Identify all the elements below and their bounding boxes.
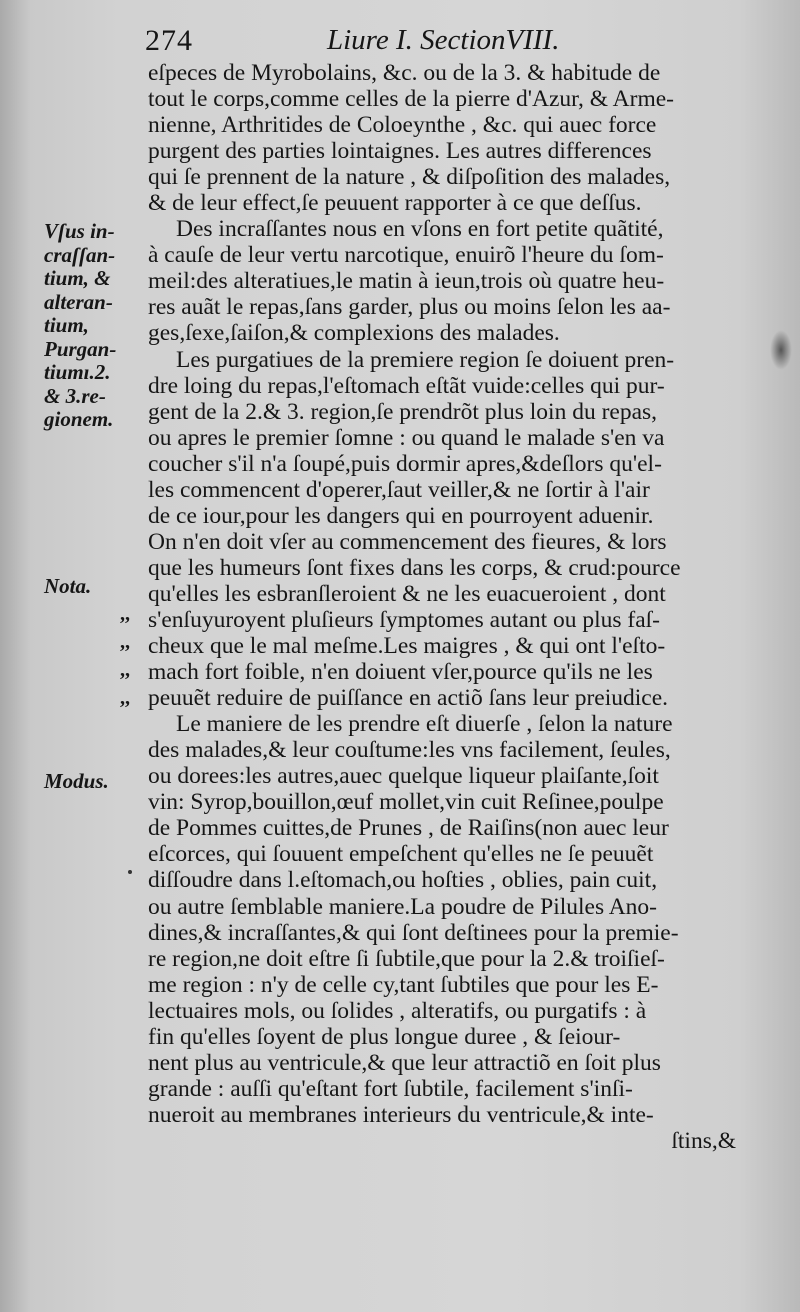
- margin-note-line: Nota.: [44, 574, 92, 598]
- text-line: nueroit au membranes interieurs du ventricule,& inte-: [148, 1101, 654, 1128]
- text-line: me region : n'y de celle cy,tant ſubtiles que pour les E-: [148, 971, 659, 998]
- body-text: [148, 60, 736, 1154]
- text-line: à cauſe de leur vertu narcotique, enuirõ l'heure du ſom-: [148, 242, 664, 269]
- text-line: grande : auſſi qu'eſtant fort ſubtile, facilement s'inſi-: [148, 1075, 633, 1102]
- text-line: qui ſe prennent de la nature , & diſpoſition des malades,: [148, 164, 671, 191]
- text-line: & de leur effect,ſe peuuent rapporter à ce que deſſus.: [148, 190, 642, 217]
- text-line: re region,ne doit eſtre ſi ſubtile,que pour la 2.& troiſieſ-: [148, 945, 665, 972]
- text-line: Des incraſſantes nous en vſons en fort petite quãtité,: [176, 216, 664, 243]
- text-line: meil:des alteratiues,le matin à ieun,trois où quatre heu-: [148, 268, 665, 295]
- margin-note-line: Modus.: [44, 769, 109, 793]
- text-line: purgent des parties lointaignes. Les autres differences: [148, 138, 652, 165]
- text-line: dines,& incraſſantes,& qui ſont deſtinees pour la premie-: [148, 919, 679, 946]
- text-line: nent plus au ventricule,& que leur attractiõ en ſoit plus: [148, 1049, 661, 1076]
- text-line: tout le corps,comme celles de la pierre d'Azur, & Arme-: [148, 86, 674, 113]
- text-line: cheux que le mal meſme.Les maigres , & qui ont l'eſto-: [148, 633, 666, 660]
- text-line: ſtins,&: [671, 1127, 736, 1154]
- page-number: 274: [145, 24, 193, 57]
- ink-speck: [128, 870, 132, 874]
- margin-note-line: gionem.: [44, 407, 114, 431]
- text-line: fin qu'elles ſoyent de plus longue duree , & ſeiour-: [148, 1023, 621, 1050]
- text-line: que les humeurs ſont fixes dans les corps, & crud:pource: [148, 554, 681, 581]
- margin-note-line: & 3.re-: [44, 383, 106, 408]
- text-line: gent de la 2.& 3. region,ſe prendrõt plus loin du repas,: [148, 398, 658, 425]
- text-line: qu'elles les esbranſleroient & ne les euacueroient , dont: [148, 580, 666, 607]
- text-line: de ce iour,pour les dangers qui en pourroyent aduenir.: [148, 502, 654, 529]
- text-line: vin: Syrop,bouillon,œuf mollet,vin cuit Reſinee,poulpe: [148, 789, 664, 816]
- text-line: peuuẽt reduire de puiſſance en actiõ ſans leur preiudice.: [148, 685, 669, 712]
- quote-mark: ,,: [120, 659, 130, 681]
- margin-note-line: craſſan-: [44, 242, 116, 267]
- text-line: lectuaires mols, ou ſolides , alteratifs, ou purgatifs : à: [148, 997, 647, 1024]
- margin-note-line: Vſus in-: [44, 219, 115, 243]
- text-line: mach fort foible, n'en doiuent vſer,pource qu'ils ne les: [148, 659, 653, 686]
- text-line: res auãt le repas,ſans garder, plus ou moins ſelon les aa-: [148, 294, 671, 321]
- quote-mark: ,,: [120, 687, 130, 709]
- text-line: Les purgatiues de la premiere region ſe doiuent pren-: [176, 346, 675, 373]
- text-line: diſſoudre dans l.eſtomach,ou hoſties , oblies, pain cuit,: [148, 867, 658, 894]
- margin-note-nota: [44, 575, 91, 599]
- text-line: eſpeces de Myrobolains, &c. ou de la 3. & habitude de: [148, 60, 661, 86]
- text-line: On n'en doit vſer au commencement des fieures, & lors: [148, 528, 667, 555]
- margin-note-line: alteran-: [44, 289, 113, 314]
- text-line: les commencent d'operer,ſaut veiller,& ne ſortir à l'air: [148, 476, 650, 503]
- margin-note-line: tium,: [44, 313, 89, 337]
- text-line: ou dorees:les autres,auec quelque liqueur plaiſante,ſoit: [148, 763, 659, 790]
- text-line: de Pommes cuittes,de Prunes , de Raiſins(non auec leur: [148, 815, 669, 842]
- text-line: ou autre ſemblable maniere.La poudre de Pilules Ano-: [148, 893, 658, 920]
- margin-note-line: Purgan-: [44, 336, 117, 361]
- ink-smudge: [770, 330, 792, 370]
- text-line: eſcorces, qui ſouuent empeſchent qu'elles ne ſe peuuẽt: [148, 841, 654, 868]
- text-line: nienne, Arthritides de Coloeynthe , &c. qui auec force: [148, 112, 657, 139]
- running-title: Liure I. SectionVIII.: [327, 24, 560, 56]
- text-line: s'enſuyuroyent pluſieurs ſymptomes autant ou plus faſ-: [148, 606, 661, 633]
- margin-note-usus: [44, 220, 116, 432]
- text-line: coucher s'il n'a ſoupé,puis dormir apres,&deſlors qu'el-: [148, 450, 662, 477]
- margin-note-line: tium, &: [44, 266, 111, 290]
- quote-mark: ,,: [120, 603, 130, 625]
- text-line: Le maniere de les prendre eſt diuerſe , ſelon la nature: [176, 711, 673, 738]
- margin-note-line: tiumı.2.: [44, 360, 111, 384]
- quotation-marks: [120, 600, 130, 712]
- quote-mark: ,,: [120, 631, 130, 653]
- text-line: dre loing du repas,l'eſtomach eſtãt vuide:celles qui pur-: [148, 372, 665, 399]
- margin-note-modus: [44, 770, 109, 794]
- text-line: ges,ſexe,ſaiſon,& complexions des malades.: [148, 320, 560, 347]
- text-line: des malades,& leur couſtume:les vns facilement, ſeules,: [148, 737, 671, 764]
- text-line: ou apres le premier ſomne : ou quand le malade s'en va: [148, 424, 665, 451]
- page-header: [145, 20, 705, 60]
